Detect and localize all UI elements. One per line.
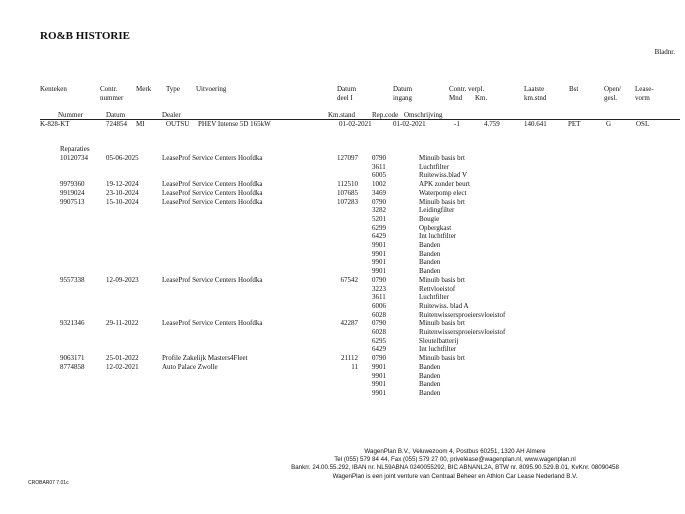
company-footer — [215, 448, 685, 481]
page-title: RO&B HISTORIE — [40, 30, 130, 42]
repair-line-code: 3611 — [372, 293, 386, 302]
repair-line-code: 0790 — [372, 354, 386, 363]
repair-kmstand: 107685 — [337, 188, 358, 197]
repair-datum: 25-01-2022 — [106, 354, 139, 363]
header-uitvoering: Uitvoering — [196, 85, 227, 93]
repair-line-code: 6429 — [372, 232, 386, 241]
footer-line: WagenPlan is een joint venture van Centraal Beheer en Athlon Car Lease Nederland B.V. — [332, 472, 578, 480]
header-datum-deel1: Datum deel I — [337, 85, 357, 102]
repair-line-code: 9901 — [372, 241, 386, 249]
repair-datum: 19-12-2024 — [106, 180, 139, 189]
repair-line-description: Banden — [419, 380, 441, 389]
header-contr-verpl: Contr. verpl. — [449, 85, 485, 93]
repair-datum: 15-10-2024 — [106, 197, 139, 206]
repair-line-code: 6028 — [372, 328, 386, 336]
repair-line-code: 0790 — [372, 197, 386, 206]
header-type: Type — [166, 85, 180, 93]
repair-dealer: LeaseProf Service Centers Hoofdka — [162, 180, 263, 189]
repair-kmstand: 11 — [351, 362, 358, 371]
repair-line-description: Ruitenwissersproeiersvloeistof — [419, 310, 506, 319]
footer-line: Tel (055) 579 84 44, Fax (055) 579 27 00, priveléase@wagenplan.nl, www.wagenplan.nl — [334, 456, 576, 464]
repair-kmstand: 127097 — [337, 154, 358, 162]
header-lease-vorm: Lease- vorm — [635, 85, 654, 102]
vehicle-laatste-km: 140.641 — [524, 120, 547, 128]
repair-line-description: Ruitewiss.blad V — [419, 171, 468, 180]
repair-kmstand: 21112 — [341, 354, 358, 363]
page-number-label: Bladnr. — [654, 48, 675, 56]
repair-line-code: 9901 — [372, 267, 386, 276]
repair-line-description: Ruitenwissersproeiersvloeistof — [419, 328, 506, 336]
repair-line-description: Int luchtfilter — [419, 345, 457, 354]
repair-line-description: APK zonder beurt — [419, 180, 470, 189]
vehicle-type: OUTSU — [166, 120, 190, 128]
repair-datum: 12-09-2023 — [106, 275, 139, 284]
repair-line-description: Banden — [419, 388, 441, 397]
repair-line-description: Banden — [419, 371, 441, 380]
repair-line-code: 3469 — [372, 188, 386, 197]
repair-datum: 23-10-2024 — [106, 188, 139, 197]
repair-line-description: Waterpomp elect — [419, 188, 467, 197]
repair-line-description: Banden — [419, 249, 441, 258]
repair-line-code: 9901 — [372, 371, 386, 380]
repair-nummer: 9907513 — [60, 197, 85, 206]
repair-dealer: LeaseProf Service Centers Hoofdka — [162, 188, 263, 197]
header-omschrijving: Omschrijving — [404, 111, 443, 119]
repair-nummer: 8774858 — [60, 362, 85, 371]
repair-nummer: 9321346 — [60, 319, 85, 328]
vehicle-uitvoering: PHEV Intense 5D 165kW — [198, 120, 271, 128]
header-nummer: Nummer — [58, 111, 83, 119]
repair-nummer: 9557338 — [60, 275, 85, 284]
repair-nummer: 10120734 — [60, 154, 88, 162]
header-contr-nummer: Contr. nummer — [100, 85, 124, 102]
vehicle-datum-deel1: 01-02-2021 — [339, 120, 372, 128]
repair-dealer: LeaseProf Service Centers Hoofdkа — [162, 154, 263, 162]
repair-line-description: Rettvloeistof — [419, 284, 456, 293]
repair-line-description: Minuib basis brt — [419, 354, 465, 363]
repair-datum: 29-11-2022 — [106, 319, 139, 328]
repair-line-description: Minuib basis brt — [419, 275, 465, 284]
repair-nummer: 9979360 — [60, 180, 85, 189]
header-laatste-km: Laatste km.stnd — [524, 85, 547, 102]
vehicle-lease-vorm: OSL — [636, 120, 650, 128]
repair-line-code: 5201 — [372, 214, 386, 223]
repair-line-code: 6299 — [372, 223, 386, 232]
repair-line-code: 6028 — [372, 310, 386, 319]
vehicle-datum-ingang: 01-02-2021 — [393, 120, 426, 128]
repair-line-description: Ruitewiss. blad A — [419, 301, 469, 310]
vehicle-km: 4.759 — [484, 120, 500, 128]
repair-dealer: LeaseProf Service Centers Hoofdka — [162, 319, 263, 328]
repair-line-code: 9901 — [372, 388, 386, 397]
repair-line-code: 6429 — [372, 345, 386, 354]
repair-kmstand: 42287 — [340, 319, 358, 328]
vehicle-mnd: -1 — [454, 120, 460, 128]
repair-line-code: 6005 — [372, 171, 386, 180]
repair-datum: 12-02-2021 — [106, 362, 139, 371]
footer-line: Bankrr. 24.00.55.292, IBAN nr. NL59ABNA 0240055292, BIC ABNANL2A, BTW nr. 8095.90.529.B.01, KvKnr. 08090458 — [291, 464, 619, 472]
repair-kmstand: 112510 — [337, 180, 358, 189]
vehicle-contr-nummer: 724854 — [106, 120, 127, 128]
repair-line-description: Opbergkast — [419, 223, 452, 232]
repair-line-description: Leidingfilter — [419, 206, 455, 215]
repair-line-code: 0790 — [372, 319, 386, 328]
repair-line-code: 9901 — [372, 362, 386, 371]
repair-kmstand: 67542 — [340, 275, 358, 284]
repair-line-code: 9901 — [372, 380, 386, 389]
vehicle-bst: PET — [568, 120, 581, 128]
repair-line-description: Minuib basis brt — [419, 154, 465, 162]
header-bst: Bst — [569, 85, 579, 93]
repair-kmstand: 107283 — [337, 197, 358, 206]
repair-line-description: Banden — [419, 362, 441, 371]
repair-datum: 05-06-2025 — [106, 154, 139, 162]
repair-line-code: 3611 — [372, 162, 386, 171]
header-datum-ingang: Datum ingang — [393, 85, 413, 102]
repair-dealer: Profile Zakelijk Masters4Fleet — [162, 354, 248, 363]
header-kenteken: Kenteken — [40, 85, 67, 93]
form-code: CROBAR07 7.01c — [28, 480, 69, 486]
repair-nummer: 9063171 — [60, 354, 85, 363]
repair-line-description: Luchtfilter — [419, 162, 449, 171]
header-repcode: Rep.code — [372, 111, 399, 119]
repair-line-description: Int luchtfilter — [419, 232, 457, 241]
vehicle-merk: MI — [136, 120, 145, 128]
header-km: Km. — [475, 94, 488, 102]
repair-line-code: 0790 — [372, 154, 386, 162]
header-dealer: Dealer — [162, 111, 181, 119]
repair-line-description: Banden — [419, 267, 441, 276]
repair-line-description: Banden — [419, 258, 441, 267]
repair-line-description: Minuib basis brt — [419, 197, 465, 206]
header-open-gesl: Open/ gesl. — [604, 85, 622, 102]
repair-line-code: 3282 — [372, 206, 386, 215]
repair-line-code: 3223 — [372, 284, 386, 293]
repair-line-description: Banden — [419, 241, 441, 249]
repair-nummer: 9919024 — [60, 188, 85, 197]
repair-line-code: 1002 — [372, 180, 386, 189]
repair-line-code: 9901 — [372, 258, 386, 267]
header-datum: Datum — [106, 111, 126, 119]
repair-dealer: Auto Palace Zwolle — [162, 362, 218, 371]
repair-line-description: Luchtfilter — [419, 293, 449, 302]
repair-line-description: Sleutelbatterij — [419, 336, 459, 345]
footer-line: WagenPlan B.V., Veluwezoom 4, Postbus 60251, 1320 AH Almere — [364, 448, 546, 455]
reparaties-heading: Reparaties — [60, 145, 90, 153]
header-merk: Merk — [136, 85, 152, 93]
repair-dealer: LeaseProf Service Centers Hoofdka — [162, 197, 263, 206]
repair-line-description: Minuib basis brt — [419, 319, 465, 328]
repair-line-code: 9901 — [372, 249, 386, 258]
repair-line-code: 6295 — [372, 336, 386, 345]
repair-dealer: LeaseProf Service Centers Hoofdka — [162, 275, 263, 284]
repair-line-code: 6006 — [372, 301, 386, 310]
vehicle-open-gesl: G — [606, 120, 612, 128]
repair-line-code: 0790 — [372, 275, 386, 284]
header-mnd: Mnd — [449, 94, 463, 102]
repair-line-description: Bougie — [419, 214, 440, 223]
vehicle-kenteken: K-828-KT — [40, 120, 70, 128]
header-kmstand: Km.stand — [328, 111, 356, 119]
